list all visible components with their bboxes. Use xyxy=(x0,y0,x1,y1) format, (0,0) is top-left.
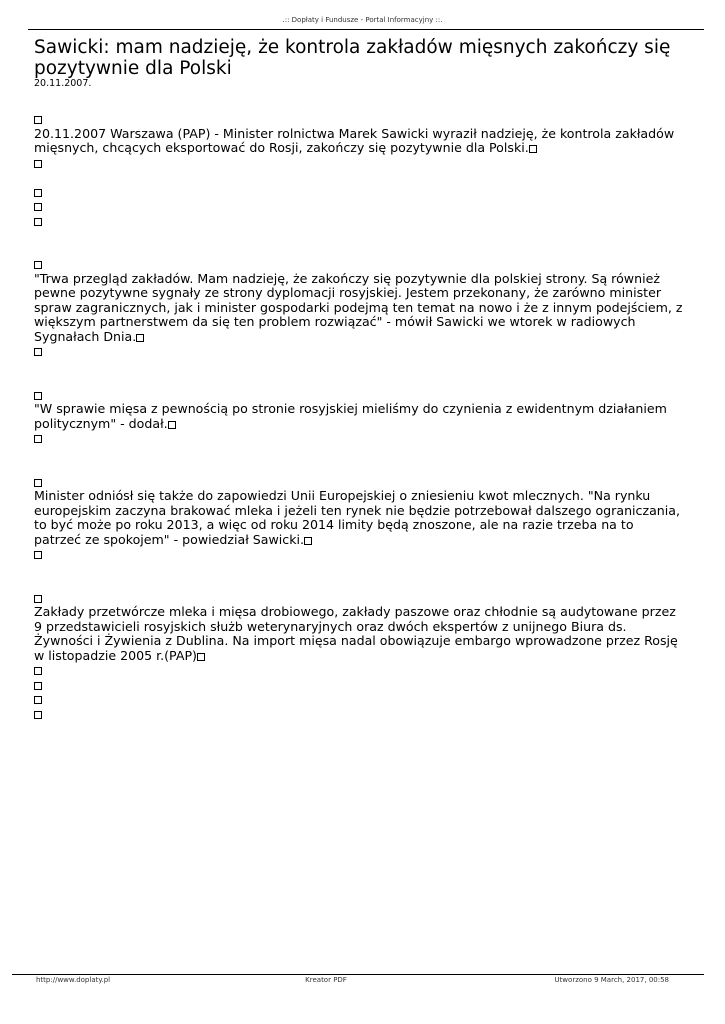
placeholder-glyph-row xyxy=(34,156,684,171)
footer-generator: Kreator PDF xyxy=(305,976,347,984)
placeholder-glyph-row xyxy=(34,707,684,722)
missing-glyph-box xyxy=(34,479,42,487)
missing-glyph-box xyxy=(34,551,42,559)
placeholder-glyph-row xyxy=(34,663,684,678)
missing-glyph-box xyxy=(34,261,42,269)
placeholder-glyph-row xyxy=(34,185,684,200)
missing-glyph-box xyxy=(34,696,42,704)
placeholder-glyph-row xyxy=(34,678,684,693)
placeholder-glyph-row xyxy=(34,591,684,606)
missing-glyph-box xyxy=(529,145,537,153)
footer-divider xyxy=(12,974,704,975)
article-paragraph: "W sprawie mięsa z pewnością po stronie rosyjskiej mieliśmy do czynienia z ewidentnym działaniem politycznym" - dodał. xyxy=(34,401,667,431)
placeholder-glyph-row xyxy=(34,475,684,490)
missing-glyph-box xyxy=(136,334,144,342)
header-divider xyxy=(28,29,704,30)
placeholder-glyph-row xyxy=(34,344,684,359)
site-header-title: .:: Dopłaty i Fundusze - Portal Informacyjny ::. xyxy=(282,16,443,24)
placeholder-glyph-row xyxy=(34,388,684,403)
missing-glyph-box xyxy=(34,348,42,356)
footer-created-date: Utworzono 9 March, 2017, 00:58 xyxy=(554,976,669,984)
placeholder-glyph-row xyxy=(34,257,684,272)
placeholder-glyph-row xyxy=(34,112,684,127)
missing-glyph-box xyxy=(197,653,205,661)
missing-glyph-box xyxy=(34,435,42,443)
missing-glyph-box xyxy=(34,595,42,603)
missing-glyph-box xyxy=(34,682,42,690)
missing-glyph-box xyxy=(304,537,312,545)
article-date: 20.11.2007. xyxy=(34,78,92,89)
placeholder-glyph-row xyxy=(34,199,684,214)
missing-glyph-box xyxy=(34,160,42,168)
article-paragraph: 20.11.2007 Warszawa (PAP) - Minister rolnictwa Marek Sawicki wyraził nadzieję, że kontrola zakładów mięsnych, chcących eksportować do Rosji, zakończy się pozytywnie dla Polski. xyxy=(34,125,675,155)
article-paragraph: Zakłady przetwórcze mleka i mięsa drobiowego, zakłady paszowe oraz chłodnie są audytowane przez 9 przedstawicieli rosyjskich służb weterynaryjnych oraz dwóch ekspertów z unijnego Biura ds. Żywności i Żywienia z Dublina. Na import mięsa nadal obowiązuje embargo wprowadzone przez Rosję w listopadzie 2005 r.(PAP) xyxy=(34,604,678,663)
article-paragraph: Minister odniósł się także do zapowiedzi Unii Europejskiej o zniesieniu kwot mlecznych. "Na rynku europejskim zaczyna brakować mleka i jeżeli ten rynek nie będzie potrzebował dalszego ograniczania, to być może po roku 2013, a więc od roku 2014 limity będą znoszone, ale na razie trzeba na to patrzeć ze spokojem" - powiedział Sawicki. xyxy=(34,488,681,547)
missing-glyph-box xyxy=(34,218,42,226)
missing-glyph-box xyxy=(34,667,42,675)
article-paragraph: "Trwa przegląd zakładów. Mam nadzieję, że zakończy się pozytywnie dla polskiej strony. Są również pewne pozytywne sygnały ze strony dyplomacji rosyjskiej. Jestem przekonany, że zarówno minister spraw zagranicznych, jak i minister gospodarki podejmą ten temat na nowo i że z innym podejściem, z większym partnerstwem da się ten problem rozwiązać" - mówił Sawicki we wtorek w radiowych Sygnałach Dnia. xyxy=(34,270,683,344)
missing-glyph-box xyxy=(34,203,42,211)
placeholder-glyph-row xyxy=(34,547,684,562)
missing-glyph-box xyxy=(34,189,42,197)
missing-glyph-box xyxy=(34,392,42,400)
missing-glyph-box xyxy=(34,711,42,719)
placeholder-glyph-row xyxy=(34,692,684,707)
article-body xyxy=(34,112,684,721)
article-title: Sawicki: mam nadzieję, że kontrola zakładów mięsnych zakończy się pozytywnie dla Polski xyxy=(34,37,671,79)
placeholder-glyph-row xyxy=(34,214,684,229)
footer-url: http://www.doplaty.pl xyxy=(36,976,111,984)
placeholder-glyph-row xyxy=(34,431,684,446)
missing-glyph-box xyxy=(34,116,42,124)
missing-glyph-box xyxy=(168,421,176,429)
